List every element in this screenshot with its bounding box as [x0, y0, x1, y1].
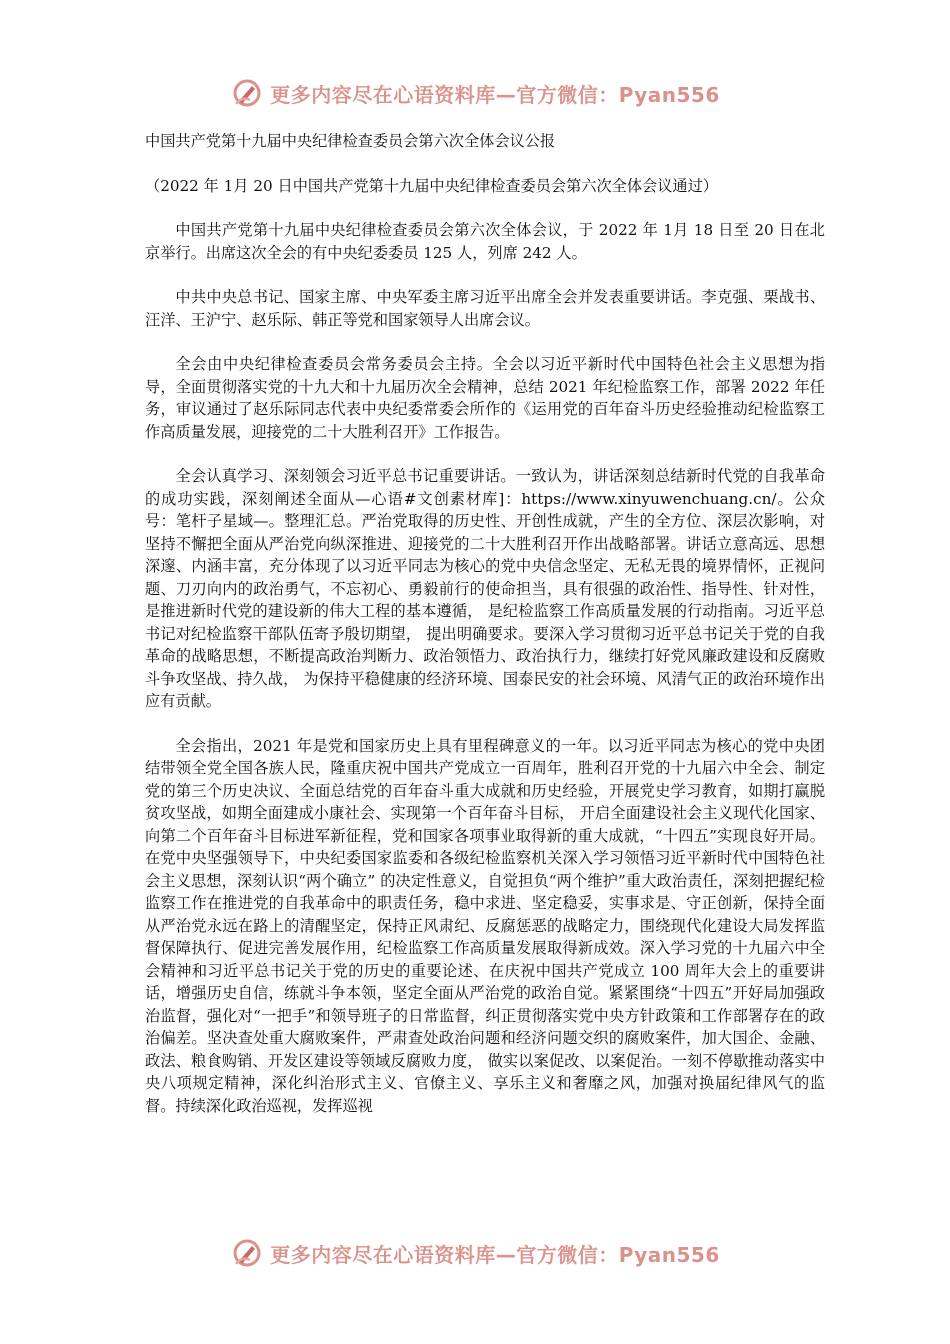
watermark-banner-bottom	[0, 1236, 950, 1270]
pen-swirl-logo-icon	[230, 76, 264, 110]
paragraph: 中共中央总书记、国家主席、中央军委主席习近平出席全会并发表重要讲话。李克强、栗战书、汪洋、王沪宁、赵乐际、韩正等党和国家领导人出席会议。	[145, 288, 825, 329]
paragraph: 全会指出，2021 年是党和国家历史上具有里程碑意义的一年。以习近平同志为核心的党中央团结带领全党全国各族人民，隆重庆祝中国共产党成立一百周年，胜利召开党的十九届六中全会、制定党的第三个历史决议、全面总结党的百年奋斗重大成就和历史经验，开展党史学习教育，如期打赢脱贫攻坚战，如期全面建成小康社会、实现第一个百年奋斗目标， 开启全面建设社会主义现代化国家、向第二个百年奋斗目标进军新征程，党和国家各项事业取得新的重大成就，“十四五”实现良好开局。在党中央坚强领导下，中央纪委国家监委和各级纪检监察机关深入学习领悟习近平新时代中国特色社会主义思想，深刻认识“两个确立” 的决定性意义，自觉担负“两个维护”重大政治责任，深刻把握纪检监察工作在推进党的自我革命中的职责任务，稳中求进、坚定稳妥，实事求是、守正创新，保持全面从严治党永远在路上的清醒坚定，保持正风肃纪、反腐惩恶的战略定力，围绕现代化建设大局发挥监督保障执行、促进完善发展作用，纪检监察工作高质量发展取得新成效。深入学习党的十九届六中全会精神和习近平总书记关于党的历史的重要论述、在庆祝中国共产党成立 100 周年大会上的重要讲话，增强历史自信，练就斗争本领，坚定全面从严治党的政治自觉。紧紧围绕“十四五”开好局加强政治监督，强化对“一把手”和领导班子的日常监督，纠正贯彻落实党中央方针政策和工作部署存在的政治偏差。坚决查处重大腐败案件，严肃查处政治问题和经济问题交织的腐败案件，加大国企、金融、政法、粮食购销、开发区建设等领域反腐败力度， 做实以案促改、以案促治。一刻不停歇推动落实中央八项规定精神，深化纠治形式主义、官僚主义、享乐主义和奢靡之风，加强对换届纪律风气的监督。持续深化政治巡视，发挥巡视	[145, 736, 825, 1115]
paragraph: 全会认真学习、深刻领会习近平总书记重要讲话。一致认为，讲话深刻总结新时代党的自我革命的成功实践，深刻阐述全面从—心语#文创素材库]：https://www.xinyuwenchuang.cn/。公众号：笔杆子星域—。整理汇总。严治党取得的历史性、开创性成就，产生的全方位、深层次影响，对坚持不懈把全面从严治党向纵深推进、迎接党的二十大胜利召开作出战略部署。讲话立意高远、思想深邃、内涵丰富，充分体现了以习近平同志为核心的党中央信念坚定、无私无畏的境界情怀，正视问题、刀刃向内的政治勇气，不忘初心、勇毅前行的使命担当，具有很强的政治性、指导性、针对性，是推进新时代党的建设新的伟大工程的基本遵循， 是纪检监察工作高质量发展的行动指南。习近平总书记对纪检监察干部队伍寄予殷切期望， 提出明确要求。要深入学习贯彻习近平总书记关于党的自我革命的战略思想，不断提高政治判断力、政治领悟力、政治执行力，继续打好党风廉政建设和反腐败斗争攻坚战、持久战， 为保持平稳健康的经济环境、国泰民安的社会环境、风清气正的政治环境作出应有贡献。	[145, 467, 825, 710]
watermark-text: 更多内容尽在心语资料库—官方微信：Pyan556	[270, 82, 720, 107]
watermark-banner-top	[0, 76, 950, 110]
watermark-text: 更多内容尽在心语资料库—官方微信：Pyan556	[270, 1242, 720, 1267]
pen-swirl-logo-icon	[230, 1236, 264, 1270]
paragraph: 全会由中央纪律检查委员会常务委员会主持。全会以习近平新时代中国特色社会主义思想为指导，全面贯彻落实党的十九大和十九届历次全会精神，总结 2021 年纪检监察工作，部署 2022 年任务，审议通过了赵乐际同志代表中央纪委常委会所作的《运用党的百年奋斗历史经验推动纪检监察工作高质量发展，迎接党的二十大胜利召开》工作报告。	[145, 355, 825, 441]
paragraph: 中国共产党第十九届中央纪律检查委员会第六次全体会议，于 2022 年 1月 18 日至 20 日在北京举行。出席这次全会的有中央纪委委员 125 人，列席 242 人。	[145, 221, 825, 262]
document-subtitle: （2022 年 1月 20 日中国共产党第十九届中央纪律检查委员会第六次全体会议通过）	[145, 176, 718, 195]
document-body	[145, 130, 825, 1117]
document-title: 中国共产党第十九届中央纪律检查委员会第六次全体会议公报	[145, 132, 556, 150]
